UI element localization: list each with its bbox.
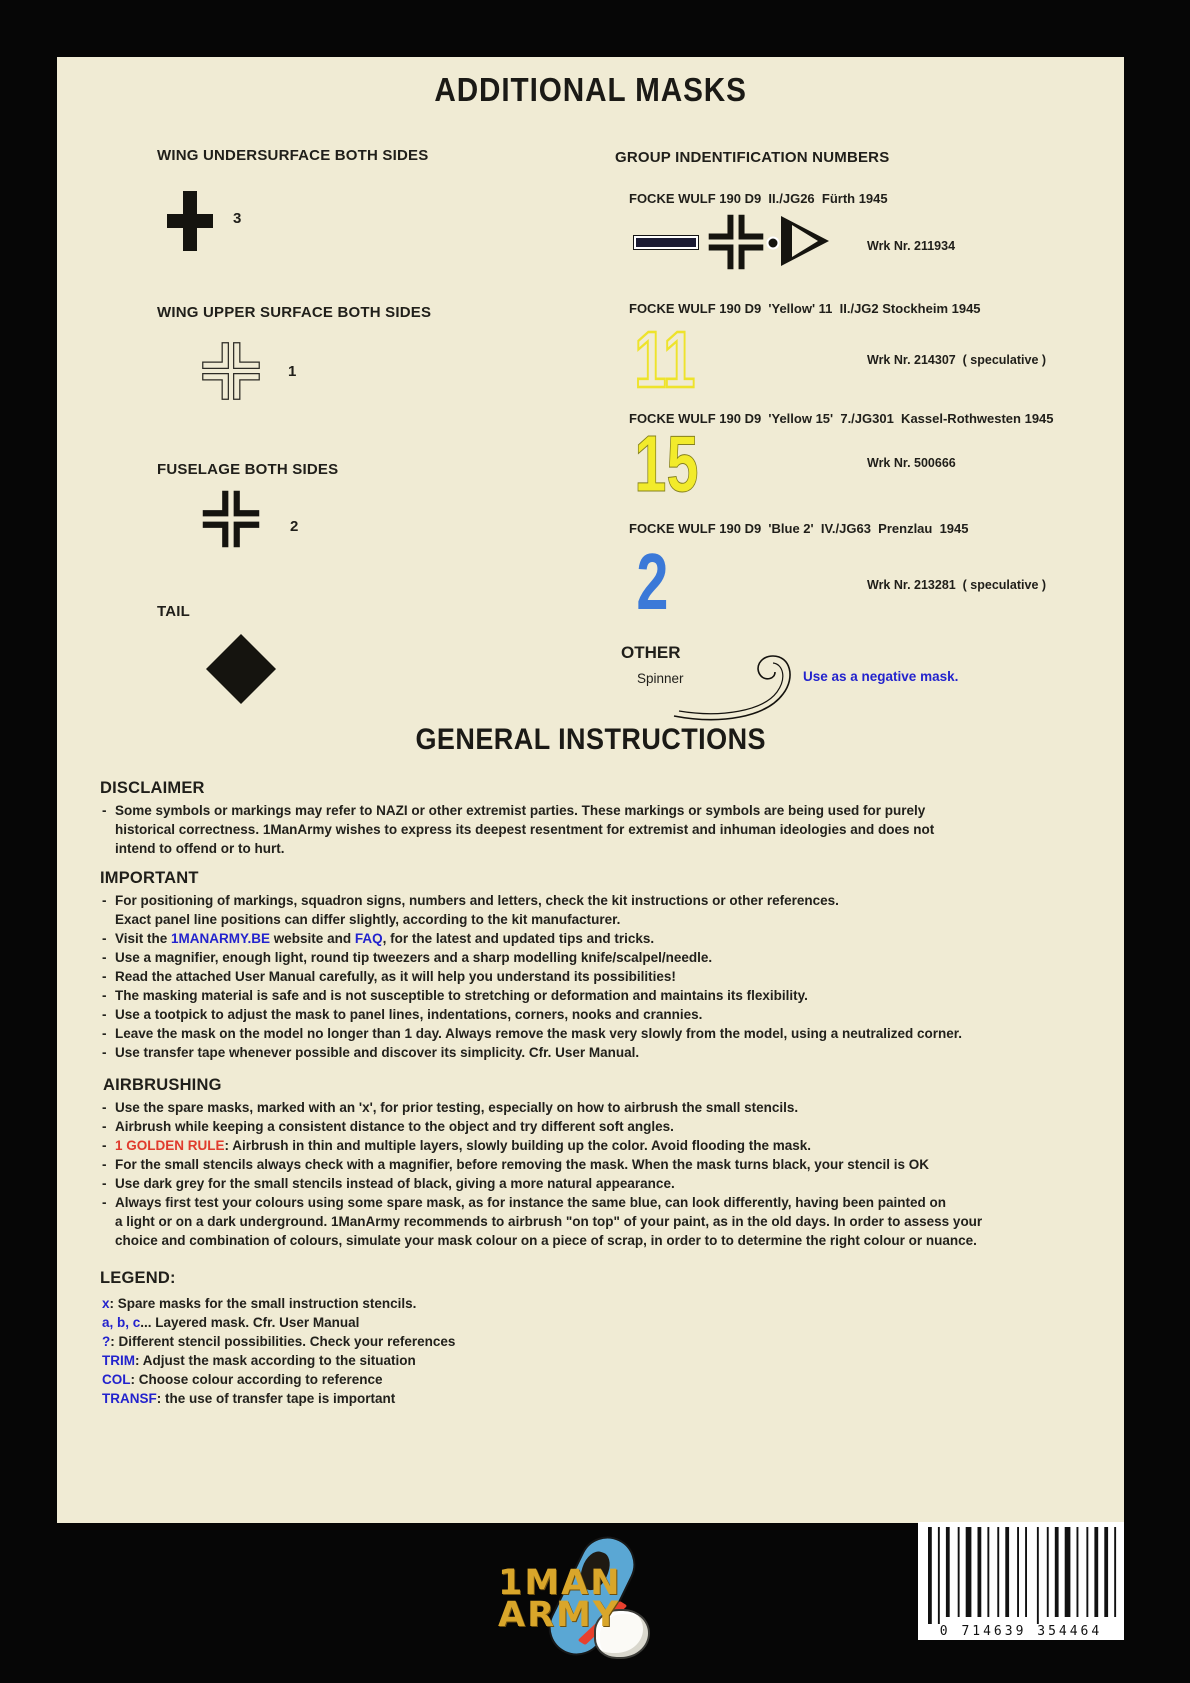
group-numbers-heading: GROUP INDENTIFICATION NUMBERS — [615, 149, 890, 166]
line-text: choice and combination of colours, simulate your mask colour on a piece of scrap, in order to to determine the right colour or nuance. — [115, 1233, 977, 1248]
text-line — [102, 1155, 982, 1174]
line-text: Use dark grey for the small stencils instead of black, giving a more natural appearance. — [115, 1176, 675, 1191]
line-text: : the use of transfer tape is important — [156, 1391, 396, 1406]
bullet-dash: - — [102, 1157, 111, 1172]
mask-number-1: 1 — [288, 363, 297, 380]
important-list — [102, 891, 962, 1062]
text-line — [102, 891, 962, 910]
bullet-dash: - — [102, 1100, 111, 1115]
bullet-dash: - — [102, 1119, 111, 1134]
solid-cross-mask-icon — [167, 191, 213, 251]
text-line — [102, 1174, 982, 1193]
text-line — [102, 839, 934, 858]
general-instructions-row — [57, 723, 1124, 757]
bullet-dash: - — [102, 950, 111, 965]
line-text: Some symbols or markings may refer to NAZI or other extremist parties. These markings or symbols are being used for purely — [115, 803, 926, 818]
line-text: intend to offend or to hurt. — [115, 841, 285, 856]
text-line — [102, 1005, 962, 1024]
line-text: COL — [102, 1372, 131, 1387]
section-label-wing-upper: WING UPPER SURFACE BOTH SIDES — [157, 304, 432, 321]
line-text: , for the latest and updated tips and tricks. — [382, 931, 655, 946]
text-line — [102, 1024, 962, 1043]
svg-text:2: 2 — [636, 551, 669, 613]
text-line — [102, 1370, 455, 1389]
group-number-blue-2 — [635, 551, 681, 613]
line-text: a light or on a dark underground. 1ManArmy recommends to airbrush "on top" of your paint, as in the old days. In order to assess your — [115, 1214, 983, 1229]
entry-name-jg301: FOCKE WULF 190 D9 'Yellow 15' 7./JG301 Kassel-Rothwesten 1945 — [629, 411, 1054, 426]
disclaimer-list — [102, 801, 934, 858]
group-number-yellow-15 — [633, 433, 705, 495]
line-text: a, b, c — [102, 1315, 141, 1330]
mask-number-3: 3 — [233, 210, 242, 227]
text-line — [102, 1294, 455, 1313]
wrk-number-2: Wrk Nr. 214307 ( speculative ) — [867, 353, 1047, 367]
line-text: Leave the mask on the model no longer than 1 day. Always remove the mask very slowly from the model, using a neutralized corner. — [115, 1026, 962, 1041]
line-text: TRIM — [102, 1353, 135, 1368]
barcode — [918, 1522, 1124, 1640]
important-heading: IMPORTANT — [100, 869, 199, 887]
text-line — [102, 1313, 455, 1332]
line-text: For positioning of markings, squadron signs, numbers and letters, check the kit instructions or other references. — [115, 893, 839, 908]
bullet-dash: - — [102, 1007, 111, 1022]
line-text: For the small stencils always check with a magnifier, before removing the mask. When the mask turns black, your stencil is OK — [115, 1157, 930, 1172]
line-text: Use a tootpick to adjust the mask to panel lines, indentations, corners, nooks and crannies. — [115, 1007, 703, 1022]
line-text: Use the spare masks, marked with an 'x', for prior testing, especially on how to airbrush the small stencils. — [115, 1100, 799, 1115]
bullet-dash: - — [102, 931, 111, 946]
page-title: ADDITIONAL MASKS — [434, 71, 747, 108]
line-text: 1 GOLDEN RULE — [115, 1138, 225, 1153]
line-text: Airbrush while keeping a consistent distance to the object and try different soft angles. — [115, 1119, 674, 1134]
text-line — [102, 1043, 962, 1062]
bullet-dash: - — [102, 988, 111, 1003]
line-text: Always first test your colours using some spare mask, as for instance the same blue, can look differently, having been painted on — [115, 1195, 946, 1210]
legend-heading: LEGEND: — [100, 1269, 176, 1287]
bullet-dash: - — [102, 1195, 111, 1210]
disclaimer-heading: DISCLAIMER — [100, 779, 205, 797]
line-text: website and — [270, 931, 355, 946]
text-line — [102, 948, 962, 967]
spinner-spiral-icon — [671, 645, 801, 723]
negative-mask-note: Use as a negative mask. — [803, 669, 959, 684]
logo-wordmark — [498, 1563, 622, 1635]
airbrushing-list — [102, 1098, 982, 1250]
line-text: ? — [102, 1334, 111, 1349]
outline-cross-mask-icon — [200, 341, 262, 401]
group-number-yellow-11 — [633, 329, 705, 391]
text-line — [102, 1098, 982, 1117]
text-line — [102, 820, 934, 839]
line-text: : Adjust the mask according to the situation — [135, 1353, 416, 1368]
line-text: : Different stencil possibilities. Check your references — [110, 1334, 456, 1349]
bullet-dash: - — [102, 969, 111, 984]
text-line — [102, 986, 962, 1005]
page-title-row — [57, 71, 1124, 109]
mask-number-2: 2 — [290, 518, 299, 535]
inline-link[interactable]: 1MANARMY.BE — [171, 931, 271, 946]
wrk-number-1: Wrk Nr. 211934 — [867, 239, 956, 253]
section-label-fuselage: FUSELAGE BOTH SIDES — [157, 461, 339, 478]
legend-list — [102, 1294, 455, 1408]
section-label-wing-undersurface: WING UNDERSURFACE BOTH SIDES — [157, 147, 429, 164]
text-line — [102, 1212, 982, 1231]
logo-line-2: ARMY — [498, 1595, 621, 1635]
bullet-dash: - — [102, 893, 111, 908]
wrk-number-3: Wrk Nr. 500666 — [867, 456, 956, 470]
other-heading: OTHER — [621, 643, 681, 662]
line-text: Visit the — [115, 931, 172, 946]
section-label-tail: TAIL — [157, 603, 191, 620]
general-instructions-title: GENERAL INSTRUCTIONS — [415, 723, 766, 756]
corner-cross-small-icon — [707, 213, 765, 271]
barcode-bars — [918, 1522, 1124, 1638]
line-text: Use a magnifier, enough light, round tip tweezers and a sharp modelling knife/scalpel/needle. — [115, 950, 713, 965]
wrk-number-4: Wrk Nr. 213281 ( speculative ) — [867, 578, 1047, 592]
logo-line-1: 1MAN — [498, 1563, 622, 1603]
text-line — [102, 801, 934, 820]
svg-text:15: 15 — [634, 433, 699, 495]
entry-name-jg26: FOCKE WULF 190 D9 II./JG26 Fürth 1945 — [629, 191, 888, 206]
line-text: : Airbrush in thin and multiple layers, slowly building up the color. Avoid flooding the mask. — [224, 1138, 812, 1153]
diamond-mask-icon — [203, 631, 279, 707]
bullet-dash: - — [102, 1026, 111, 1041]
bar-marking-icon — [633, 235, 699, 250]
bullet-dash: - — [102, 1138, 111, 1153]
line-text: Read the attached User Manual carefully, as it will help you understand its possibilities! — [115, 969, 676, 984]
spinner-label: Spinner — [637, 671, 684, 686]
line-text: Use transfer tape whenever possible and discover its simplicity. Cfr. User Manual. — [115, 1045, 640, 1060]
bullet-dash: - — [102, 1176, 111, 1191]
line-text: : Spare masks for the small instruction stencils. — [109, 1296, 417, 1311]
line-text: ... Layered mask. Cfr. User Manual — [140, 1315, 360, 1330]
text-line — [102, 1117, 982, 1136]
text-line — [102, 967, 962, 986]
line-text: The masking material is safe and is not susceptible to stretching or deformation and maintains its flexibility. — [115, 988, 808, 1003]
text-line — [102, 1136, 982, 1155]
text-line — [102, 1351, 455, 1370]
line-text: x — [102, 1296, 110, 1311]
entry-name-jg63: FOCKE WULF 190 D9 'Blue 2' IV./JG63 Prenzlau 1945 — [629, 521, 969, 536]
bullet-dash: - — [102, 1045, 111, 1060]
entry-name-jg2: FOCKE WULF 190 D9 'Yellow' 11 II./JG2 Stockheim 1945 — [629, 301, 981, 316]
brand-logo — [498, 1537, 673, 1672]
line-text: historical correctness. 1ManArmy wishes to express its deepest resentment for extremist and inhuman ideologies and does not — [115, 822, 935, 837]
barcode-digits: 0 714639 354464 — [918, 1624, 1124, 1639]
text-line — [102, 929, 962, 948]
text-line — [102, 1231, 982, 1250]
svg-text:11: 11 — [634, 329, 696, 391]
text-line — [102, 910, 962, 929]
line-text: : Choose colour according to reference — [130, 1372, 383, 1387]
bullet-dash: - — [102, 803, 111, 818]
text-line — [102, 1332, 455, 1351]
chevron-marking-icon — [779, 215, 831, 267]
masks-panel — [57, 57, 1124, 1523]
line-text: Exact panel line positions can differ slightly, according to the kit manufacturer. — [115, 912, 621, 927]
text-line — [102, 1389, 455, 1408]
corner-cross-mask-icon — [200, 489, 262, 549]
airbrushing-heading: AIRBRUSHING — [103, 1076, 222, 1094]
text-line — [102, 1193, 982, 1212]
line-text: TRANSF — [102, 1391, 157, 1406]
inline-link[interactable]: FAQ — [354, 931, 383, 946]
